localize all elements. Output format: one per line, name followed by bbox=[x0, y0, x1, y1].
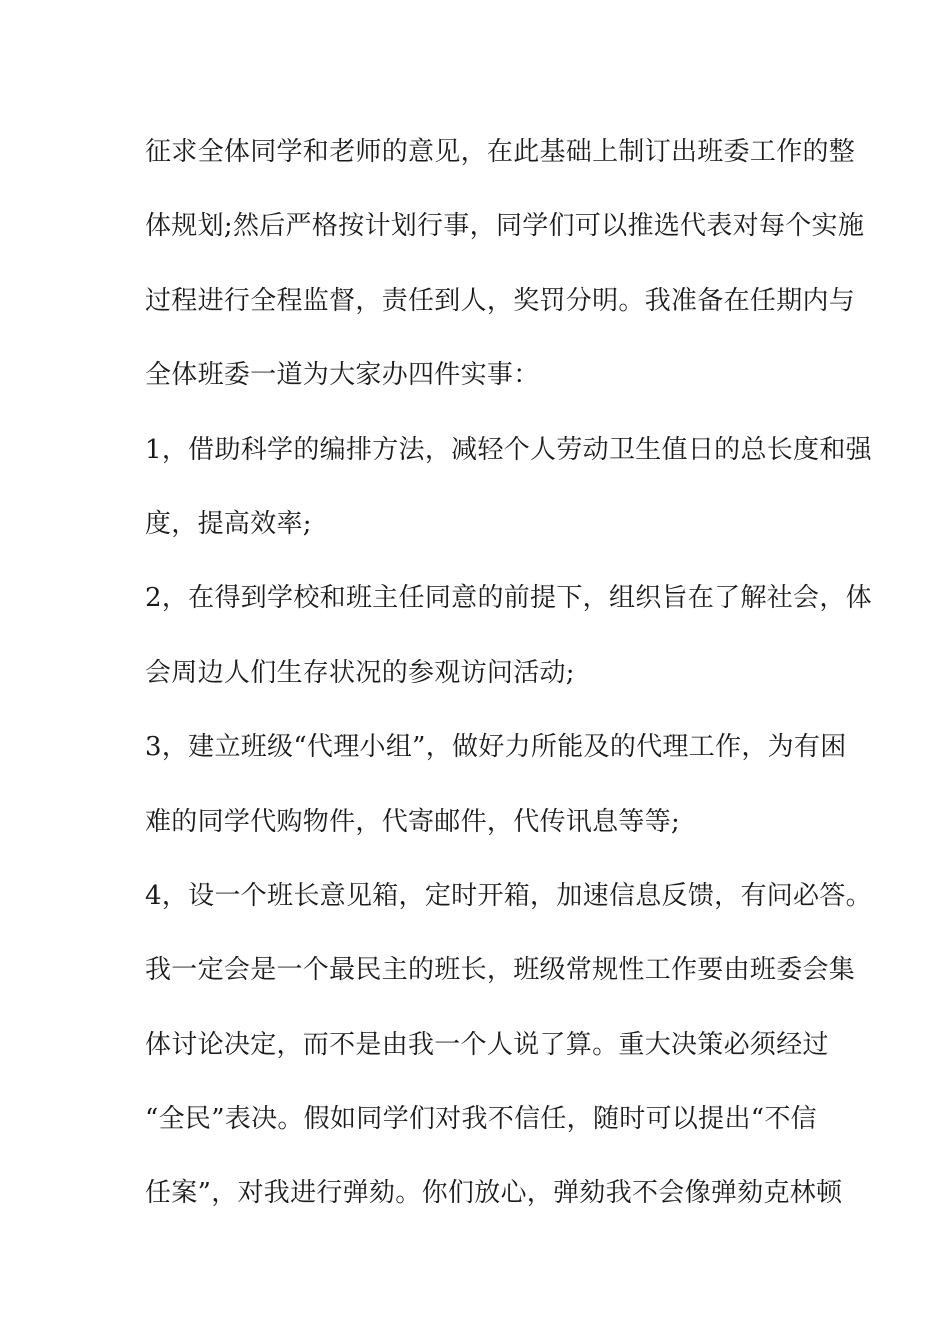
text-line: 难的同学代购物件，代寄邮件，代传讯息等等; bbox=[145, 806, 681, 837]
text-line: 1，借助科学的编排方法，减轻个人劳动卫生值日的总长度和强 bbox=[145, 434, 872, 465]
text-line: 会周边人们生存状况的参观访问活动; bbox=[145, 657, 575, 688]
document-body bbox=[145, 132, 872, 1248]
text-line: 全体班委一道为大家办四件实事： bbox=[145, 360, 540, 391]
text-line: 体规划;然后严格按计划行事，同学们可以推选代表对每个实施 bbox=[145, 211, 865, 242]
text-line: 任案”，对我进行弹劾。你们放心，弹劾我不会像弹劾克林顿 bbox=[145, 1178, 843, 1209]
text-line: 度，提高效率; bbox=[145, 508, 312, 539]
text-line: 体讨论决定，而不是由我一个人说了算。重大决策必须经过 bbox=[145, 1029, 829, 1060]
text-line: 我一定会是一个最民主的班长，班级常规性工作要由班委会集 bbox=[145, 955, 856, 986]
text-line: 3，建立班级“代理小组”，做好力所能及的代理工作，为有困 bbox=[145, 732, 847, 763]
text-line: 2，在得到学校和班主任同意的前提下，组织旨在了解社会，体 bbox=[145, 583, 872, 614]
text-line: 征求全体同学和老师的意见，在此基础上制订出班委工作的整 bbox=[145, 137, 856, 167]
text-line: “全民”表决。假如同学们对我不信任，随时可以提出“不信 bbox=[145, 1104, 817, 1135]
text-line: 4，设一个班长意见箱，定时开箱，加速信息反馈，有问必答。 bbox=[145, 880, 872, 911]
text-line: 过程进行全程监督，责任到人，奖罚分明。我准备在任期内与 bbox=[145, 285, 856, 316]
